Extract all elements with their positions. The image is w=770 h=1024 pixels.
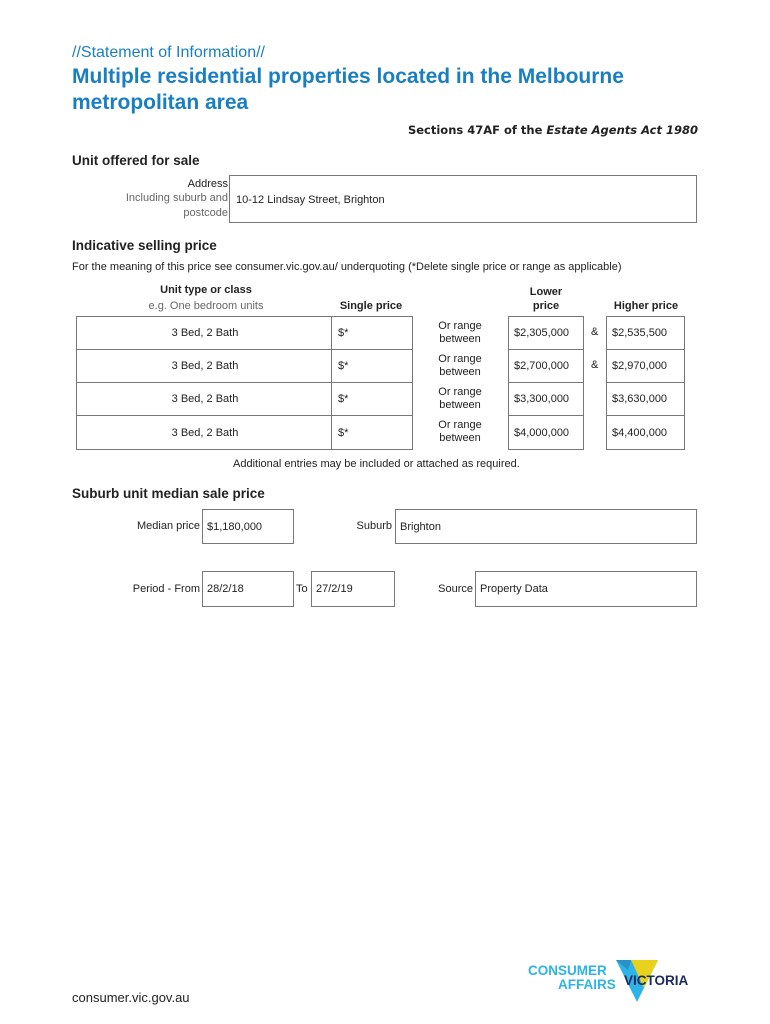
sections-prefix: Sections 47AF of the bbox=[407, 123, 547, 137]
suburb-field[interactable] bbox=[395, 509, 697, 544]
period-to-field[interactable] bbox=[311, 571, 395, 607]
period-from-value: 28/2/18 bbox=[207, 583, 244, 595]
or-range-label bbox=[426, 320, 494, 346]
logo-affairs-text: AFFAIRS bbox=[558, 977, 616, 992]
or-range-line-1: Or range bbox=[438, 353, 482, 365]
or-range-line-2: between bbox=[439, 432, 481, 444]
unit-type-field[interactable] bbox=[76, 382, 332, 416]
single-price-value: $* bbox=[338, 360, 349, 372]
higher-price-field[interactable] bbox=[606, 382, 685, 416]
cav-logo-graphic bbox=[528, 958, 708, 1008]
unit-type-value: 3 Bed, 2 Bath bbox=[171, 426, 239, 439]
col-single-price: Single price bbox=[339, 300, 403, 312]
lower-price-value: $4,000,000 bbox=[514, 426, 570, 439]
suburb-value: Brighton bbox=[400, 520, 441, 533]
or-range-line-2: between bbox=[439, 366, 481, 378]
median-price-value: $1,180,000 bbox=[207, 520, 263, 533]
or-range-line-1: Or range bbox=[438, 320, 482, 332]
median-heading: Suburb unit median sale price bbox=[72, 486, 265, 501]
higher-price-value: $2,535,500 bbox=[612, 327, 668, 339]
higher-price-value: $3,630,000 bbox=[612, 393, 668, 405]
ampersand: & bbox=[591, 359, 599, 371]
address-sublabel-1: Including suburb and bbox=[125, 192, 228, 204]
single-price-field[interactable] bbox=[331, 382, 413, 416]
higher-price-field[interactable] bbox=[606, 349, 685, 383]
suburb-label: Suburb bbox=[356, 520, 392, 532]
single-price-value: $* bbox=[338, 327, 349, 339]
logo-victoria-text: VICTORIA bbox=[624, 973, 689, 988]
lower-price-value: $2,700,000 bbox=[514, 360, 570, 372]
col-unit-type-example: e.g. One bedroom units bbox=[148, 300, 264, 312]
or-range-label bbox=[426, 386, 494, 412]
page-title: Multiple residential properties located in the Melbourne metropolitan area bbox=[72, 65, 624, 114]
unit-type-field[interactable] bbox=[76, 316, 332, 350]
higher-price-value: $4,400,000 bbox=[612, 426, 668, 439]
col-unit-type: Unit type or class bbox=[160, 284, 252, 296]
ampersand: & bbox=[591, 326, 599, 338]
or-range-line-2: between bbox=[439, 399, 481, 411]
median-price-field[interactable] bbox=[202, 509, 294, 544]
indicative-heading: Indicative selling price bbox=[72, 238, 217, 253]
period-from-label: Period - From bbox=[132, 583, 200, 595]
source-field[interactable] bbox=[475, 571, 697, 607]
address-value: 10-12 Lindsay Street, Brighton bbox=[236, 194, 385, 206]
single-price-field[interactable] bbox=[331, 316, 413, 350]
sections-act: Estate Agents Act 1980 bbox=[546, 123, 698, 137]
single-price-field[interactable] bbox=[331, 349, 413, 383]
lower-price-field[interactable] bbox=[508, 382, 584, 416]
single-price-field[interactable] bbox=[331, 415, 413, 450]
additional-entries-note: Additional entries may be included or attached as required. bbox=[233, 458, 520, 470]
unit-type-value: 3 Bed, 2 Bath bbox=[171, 360, 239, 372]
address-label: Address bbox=[187, 178, 228, 190]
unit-type-value: 3 Bed, 2 Bath bbox=[171, 393, 239, 405]
or-range-line-1: Or range bbox=[438, 386, 482, 398]
unit-type-field[interactable] bbox=[76, 415, 332, 450]
unit-type-value: 3 Bed, 2 Bath bbox=[171, 327, 239, 339]
period-to-label: To bbox=[296, 583, 308, 595]
col-lower-price-1: Lower bbox=[529, 286, 563, 298]
or-range-line-1: Or range bbox=[438, 419, 482, 431]
col-lower-price-2: price bbox=[532, 300, 560, 312]
or-range-label bbox=[426, 419, 494, 445]
higher-price-field[interactable] bbox=[606, 316, 685, 350]
source-value: Property Data bbox=[480, 583, 548, 595]
logo-consumer-text: CONSUMER bbox=[528, 963, 607, 978]
lower-price-field[interactable] bbox=[508, 316, 584, 350]
or-range-line-2: between bbox=[439, 333, 481, 345]
address-field[interactable] bbox=[229, 175, 697, 223]
source-label: Source bbox=[438, 583, 473, 595]
footer-url: consumer.vic.gov.au bbox=[72, 990, 190, 1005]
lower-price-value: $3,300,000 bbox=[514, 393, 570, 405]
period-to-value: 27/2/19 bbox=[316, 583, 353, 595]
sections-reference bbox=[408, 123, 698, 137]
unit-type-field[interactable] bbox=[76, 349, 332, 383]
indicative-note: For the meaning of this price see consumer.vic.gov.au/ underquoting (*Delete single price or range as applicable) bbox=[72, 261, 622, 273]
lower-price-field[interactable] bbox=[508, 349, 584, 383]
col-higher-price: Higher price bbox=[613, 300, 679, 312]
higher-price-value: $2,970,000 bbox=[612, 360, 668, 372]
or-range-label bbox=[426, 353, 494, 379]
single-price-value: $* bbox=[338, 393, 349, 405]
single-price-value: $* bbox=[338, 426, 349, 439]
higher-price-field[interactable] bbox=[606, 415, 685, 450]
unit-offered-heading: Unit offered for sale bbox=[72, 153, 200, 168]
consumer-affairs-victoria-logo bbox=[528, 958, 708, 1013]
period-from-field[interactable] bbox=[202, 571, 294, 607]
address-sublabel-2: postcode bbox=[183, 207, 228, 219]
median-price-label: Median price bbox=[137, 520, 200, 532]
lower-price-value: $2,305,000 bbox=[514, 327, 570, 339]
pre-title: //Statement of Information// bbox=[72, 44, 265, 61]
lower-price-field[interactable] bbox=[508, 415, 584, 450]
